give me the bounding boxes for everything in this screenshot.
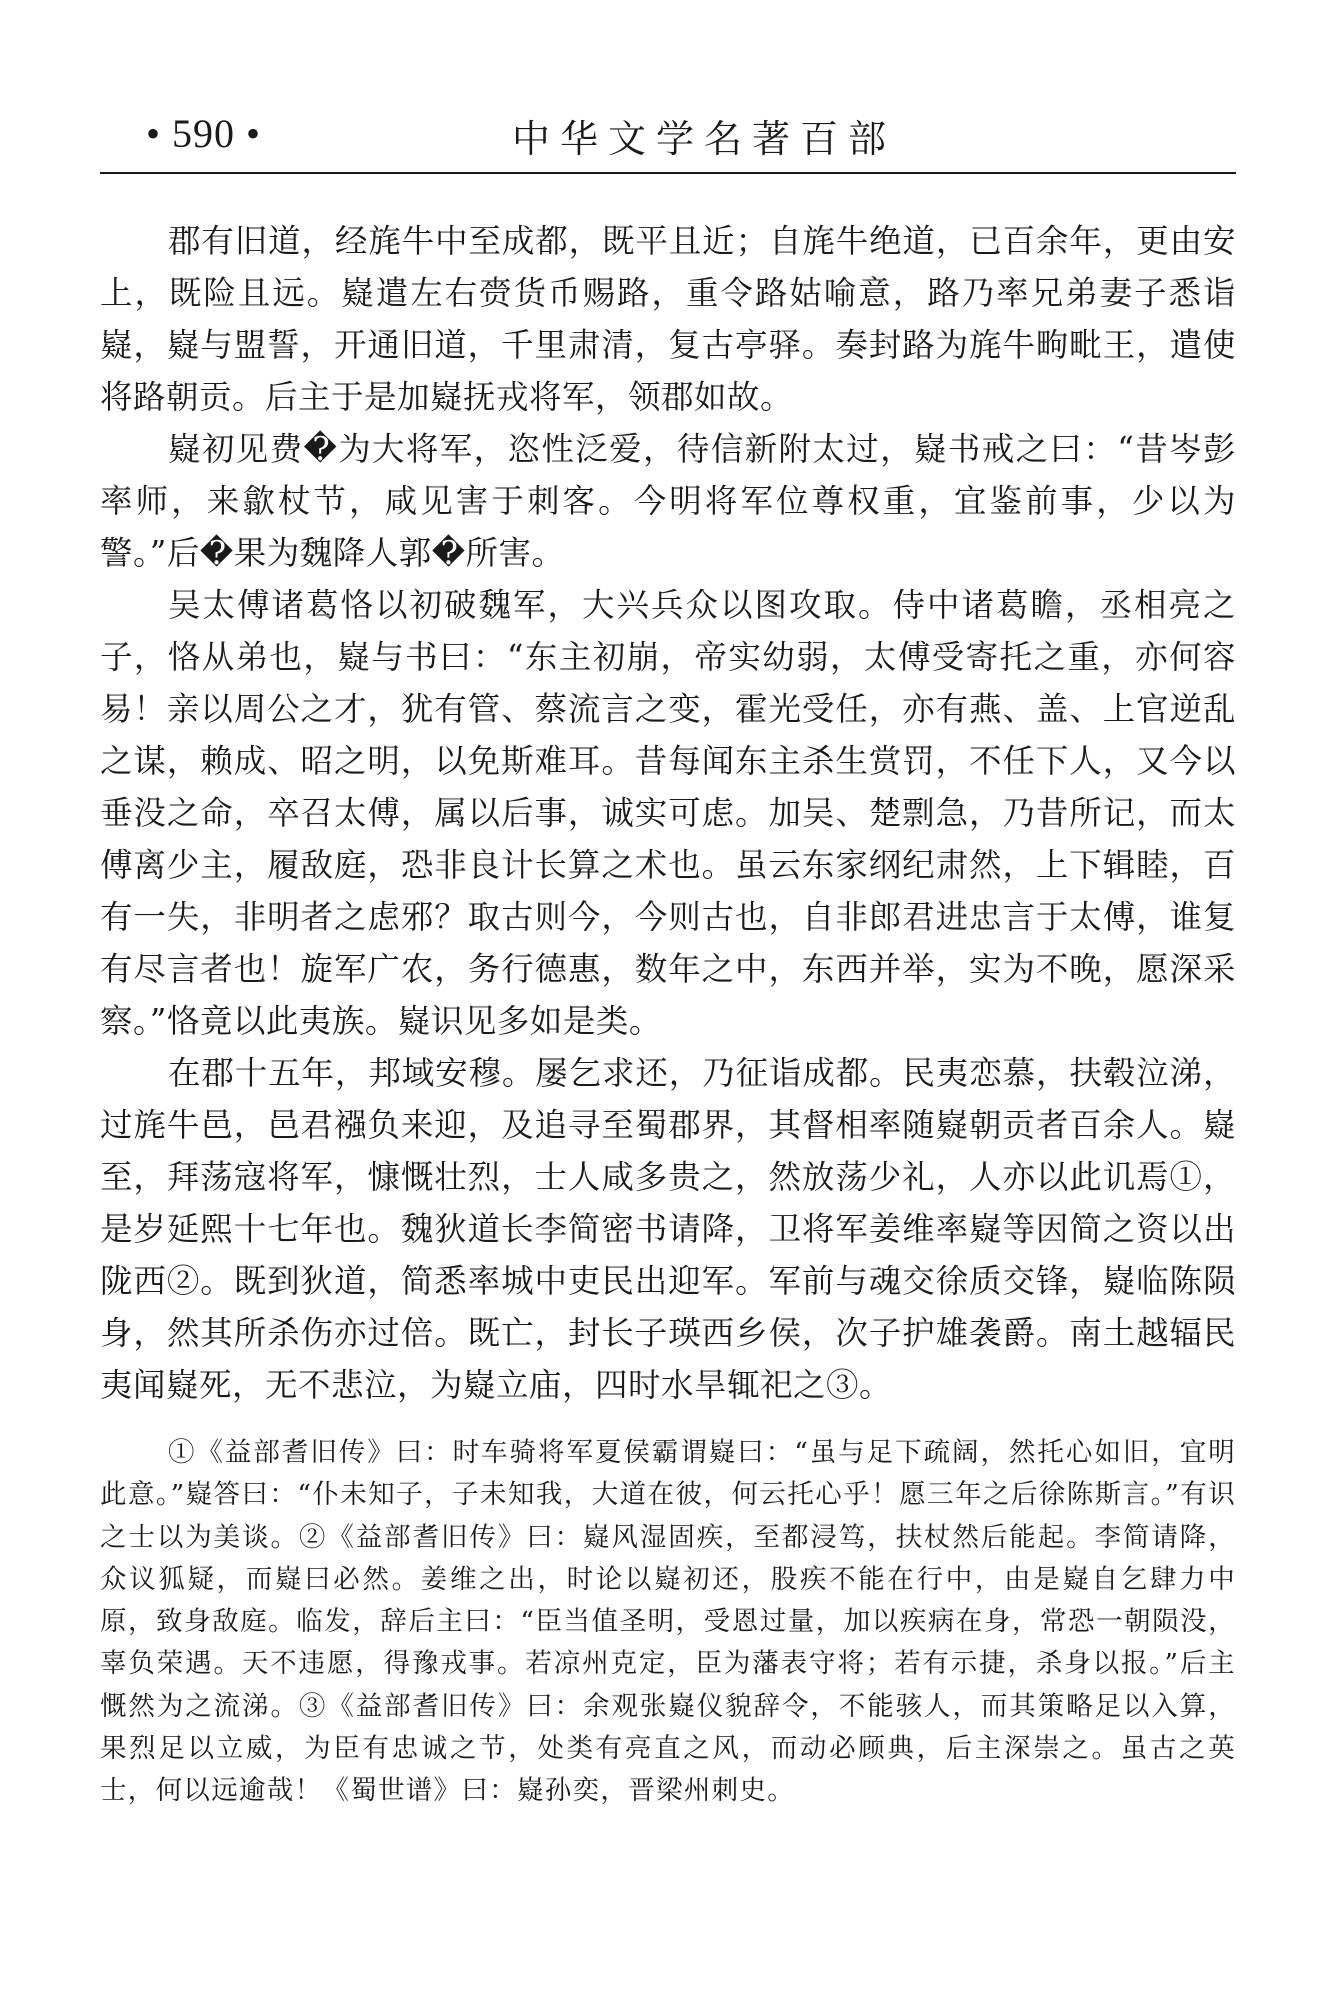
- paragraph: 吴太傅诸葛恪以初破魏军，大兴兵众以图攻取。侍中诸葛瞻，丞相亮之子，恪从弟也，嶷与书曰：“东主初崩，帝实幼弱，太傅受寄托之重，亦何容易！亲以周公之才，犹有管、蔡流言之变，霍光受任，亦有燕、盖、上官逆乱之谋，赖成、昭之明，以免斯难耳。昔每闻东主杀生赏罚，不任下人，又今以垂没之命，卒召太傅，属以后事，诚实可虑。加吴、楚剽急，乃昔所记，而太傅离少主，履敌庭，恐非良计长算之术也。虽云东家纲纪肃然，上下辑睦，百有一失，非明者之虑邪？取古则今，今则古也，自非郎君进忠言于太傅，谁复有尽言者也！旋军广农，务行德惠，数年之中，东西并举，实为不晚，愿深采察。”恪竟以此夷族。嶷识见多如是类。: [100, 586, 1236, 1040]
- footnotes: [100, 1432, 1236, 1813]
- paragraph: 郡有旧道，经旄牛中至成都，既平且近；自旄牛绝道，已百余年，更由安上，既险且远。嶷遣左右赍货币赐路，重令路姑喻意，路乃率兄弟妻子悉诣嶷，嶷与盟誓，开通旧道，千里肃清，复古亭驿。奏封路为旄牛㽛毗王，遣使将路朝贡。后主于是加嶷抚戎将军，领郡如故。: [100, 222, 1236, 416]
- book-title: 中华文学名著百部: [512, 117, 897, 161]
- page-header: [100, 108, 1236, 170]
- page-number: • 590 •: [146, 111, 262, 156]
- paragraph: 在郡十五年，邦域安穆。屡乞求还，乃征诣成都。民夷恋慕，扶毂泣涕，过旄牛邑，邑君襁负来迎，及追寻至蜀郡界，其督相率随嶷朝贡者百余人。嶷至，拜荡寇将军，慷慨壮烈，士人咸多贵之，然放荡少礼，人亦以此讥焉①，是岁延熙十七年也。魏狄道长李简密书请降，卫将军姜维率嶷等因简之资以出陇西②。既到狄道，简悉率城中吏民出迎军。军前与魂交徐质交锋，嶷临陈陨身，然其所杀伤亦过倍。既亡，封长子瑛西乡侯，次子护雄袭爵。南土越辐民夷闻嶷死，无不悲泣，为嶷立庙，四时水旱辄祀之③。: [100, 1054, 1236, 1404]
- header-divider: [100, 172, 1236, 174]
- main-text: [100, 215, 1236, 1411]
- footnote-text: ①《益部耆旧传》曰：时车骑将军夏侯霸谓嶷曰：“虽与足下疏阔，然托心如旧，宜明此意。”嶷答曰：“仆未知子，子未知我，大道在彼，何云托心乎！愿三年之后徐陈斯言。”有识之士以为美谈。②《益部耆旧传》曰：嶷风湿固疾，至都浸笃，扶杖然后能起。李简请降，众议狐疑，而嶷曰必然。姜维之出，时论以嶷初还，股疾不能在行中，由是嶷自乞肆力中原，致身敌庭。临发，辞后主曰：“臣当值圣明，受恩过量，加以疾病在身，常恐一朝陨没，辜负荣遇。天不违愿，得豫戎事。若凉州克定，臣为藩表守将；若有示捷，杀身以报。”后主慨然为之流涕。③《益部耆旧传》曰：余观张嶷仪貌辞令，不能骇人，而其策略足以入算，果烈足以立威，为臣有忠诚之节，处类有亮直之风，而动必顾典，后主深崇之。虽古之英士，何以远逾哉！《蜀世谱》曰：嶷孙奕，晋梁州刺史。: [100, 1437, 1236, 1807]
- paragraph: 嶷初见费�为大将军，恣性泛爱，待信新附太过，嶷书戒之曰：“昔岑彭率师，来歙杖节，咸见害于刺客。今明将军位尊权重，宜鉴前事，少以为警。”后�果为魏降人郭�所害。: [100, 430, 1236, 572]
